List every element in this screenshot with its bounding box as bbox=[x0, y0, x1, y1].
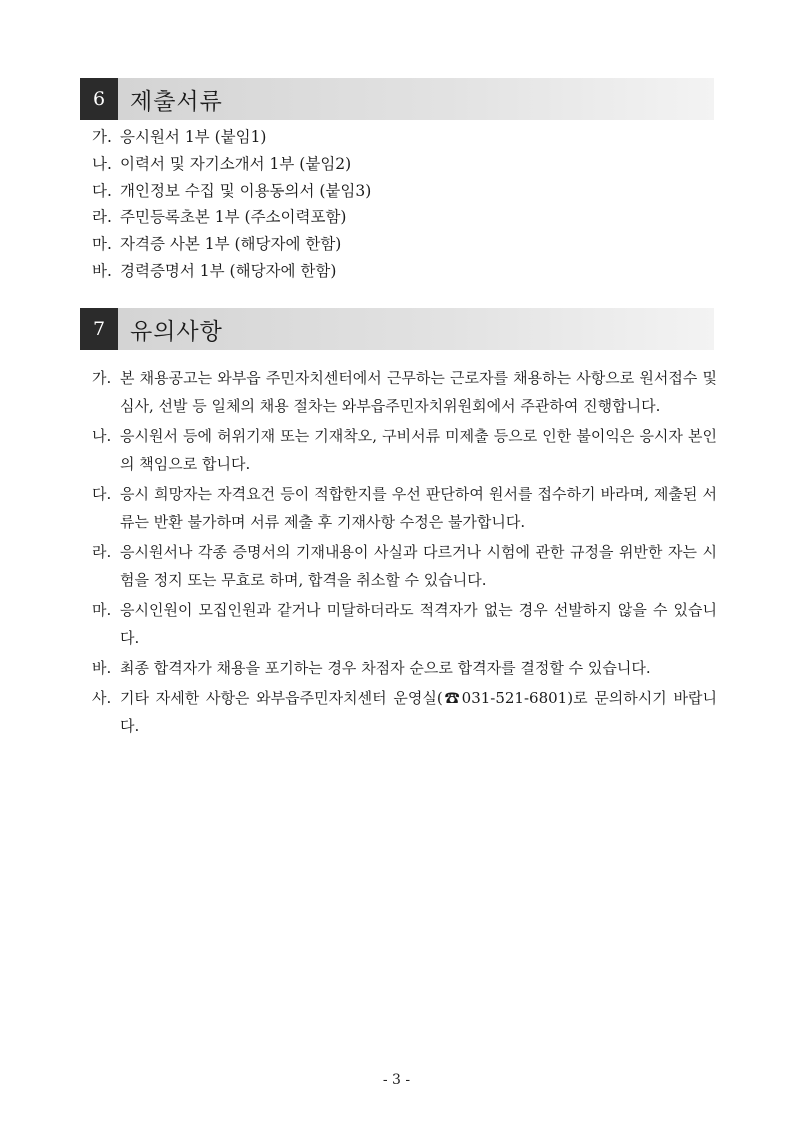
item-text: 응시원서나 각종 증명서의 기재내용이 사실과 다르거나 시험에 관한 규정을 위반한 자는 시험을 정지 또는 무효로 하며, 합격을 취소할 수 있습니다. bbox=[120, 543, 717, 589]
section-title-bar bbox=[118, 78, 714, 120]
item-marker: 라. bbox=[92, 543, 112, 561]
list-item bbox=[92, 364, 717, 420]
item-text: 최종 합격자가 채용을 포기하는 경우 차점자 순으로 합격자를 결정할 수 있습니다. bbox=[120, 659, 651, 677]
page-number: - 3 - bbox=[382, 1072, 411, 1088]
section-title: 유의사항 bbox=[130, 318, 223, 345]
item-marker: 바. bbox=[92, 659, 112, 677]
list-item bbox=[92, 204, 717, 231]
list-item bbox=[92, 422, 717, 478]
item-marker: 다. bbox=[92, 485, 112, 503]
item-marker: 마. bbox=[92, 235, 112, 254]
item-marker: 다. bbox=[92, 181, 112, 200]
item-text: 응시원서 1부 (붙임1) bbox=[120, 128, 267, 146]
list-item bbox=[92, 124, 717, 151]
item-marker: 가. bbox=[92, 369, 112, 387]
item-text: 경력증명서 1부 (해당자에 한함) bbox=[120, 261, 337, 280]
item-marker: 나. bbox=[92, 154, 112, 173]
list-item bbox=[92, 258, 717, 285]
list-item bbox=[92, 654, 717, 682]
item-text: 응시인원이 모집인원과 같거나 미달하더라도 적격자가 없는 경우 선발하지 않을 수 있습니다. bbox=[120, 601, 717, 647]
item-marker: 마. bbox=[92, 601, 112, 619]
section-number: 6 bbox=[80, 78, 118, 120]
section-title: 제출서류 bbox=[130, 88, 223, 115]
list-item bbox=[92, 151, 717, 178]
item-text: 본 채용공고는 와부읍 주민자치센터에서 근무하는 근로자를 채용하는 사항으로 원서접수 및 심사, 선발 등 일체의 채용 절차는 와부읍주민자치위원회에서 주관하여 진행합니다. bbox=[120, 369, 717, 415]
section-number: 7 bbox=[80, 308, 118, 350]
list-item bbox=[92, 178, 717, 205]
section-title-bar bbox=[118, 308, 714, 350]
item-marker: 라. bbox=[92, 208, 112, 227]
item-marker: 바. bbox=[92, 261, 112, 280]
item-text: 이력서 및 자기소개서 1부 (붙임2) bbox=[120, 154, 352, 173]
list-item bbox=[92, 538, 717, 594]
item-text: 개인정보 수집 및 이용동의서 (붙임3) bbox=[120, 181, 372, 200]
item-text: 기타 자세한 사항은 와부읍주민자치센터 운영실(☎031-521-6801)로 문의하시기 바랍니다. bbox=[120, 689, 717, 735]
list-item bbox=[92, 480, 717, 536]
item-marker: 가. bbox=[92, 128, 112, 146]
list-item bbox=[92, 596, 717, 652]
required-documents-list bbox=[92, 124, 717, 285]
item-text: 응시원서 등에 허위기재 또는 기재착오, 구비서류 미제출 등으로 인한 불이익은 응시자 본인의 책임으로 합니다. bbox=[120, 427, 717, 473]
item-marker: 사. bbox=[92, 689, 112, 707]
list-item bbox=[92, 231, 717, 258]
item-text: 주민등록초본 1부 (주소이력포함) bbox=[120, 208, 347, 227]
notice-list bbox=[92, 364, 717, 742]
item-marker: 나. bbox=[92, 427, 112, 445]
section-7-header bbox=[80, 308, 714, 350]
item-text: 응시 희망자는 자격요건 등이 적합한지를 우선 판단하여 원서를 접수하기 바라며, 제출된 서류는 반환 불가하며 서류 제출 후 기재사항 수정은 불가합니다. bbox=[120, 485, 717, 531]
item-text: 자격증 사본 1부 (해당자에 한함) bbox=[120, 235, 342, 254]
list-item bbox=[92, 684, 717, 740]
section-6-header bbox=[80, 78, 714, 120]
